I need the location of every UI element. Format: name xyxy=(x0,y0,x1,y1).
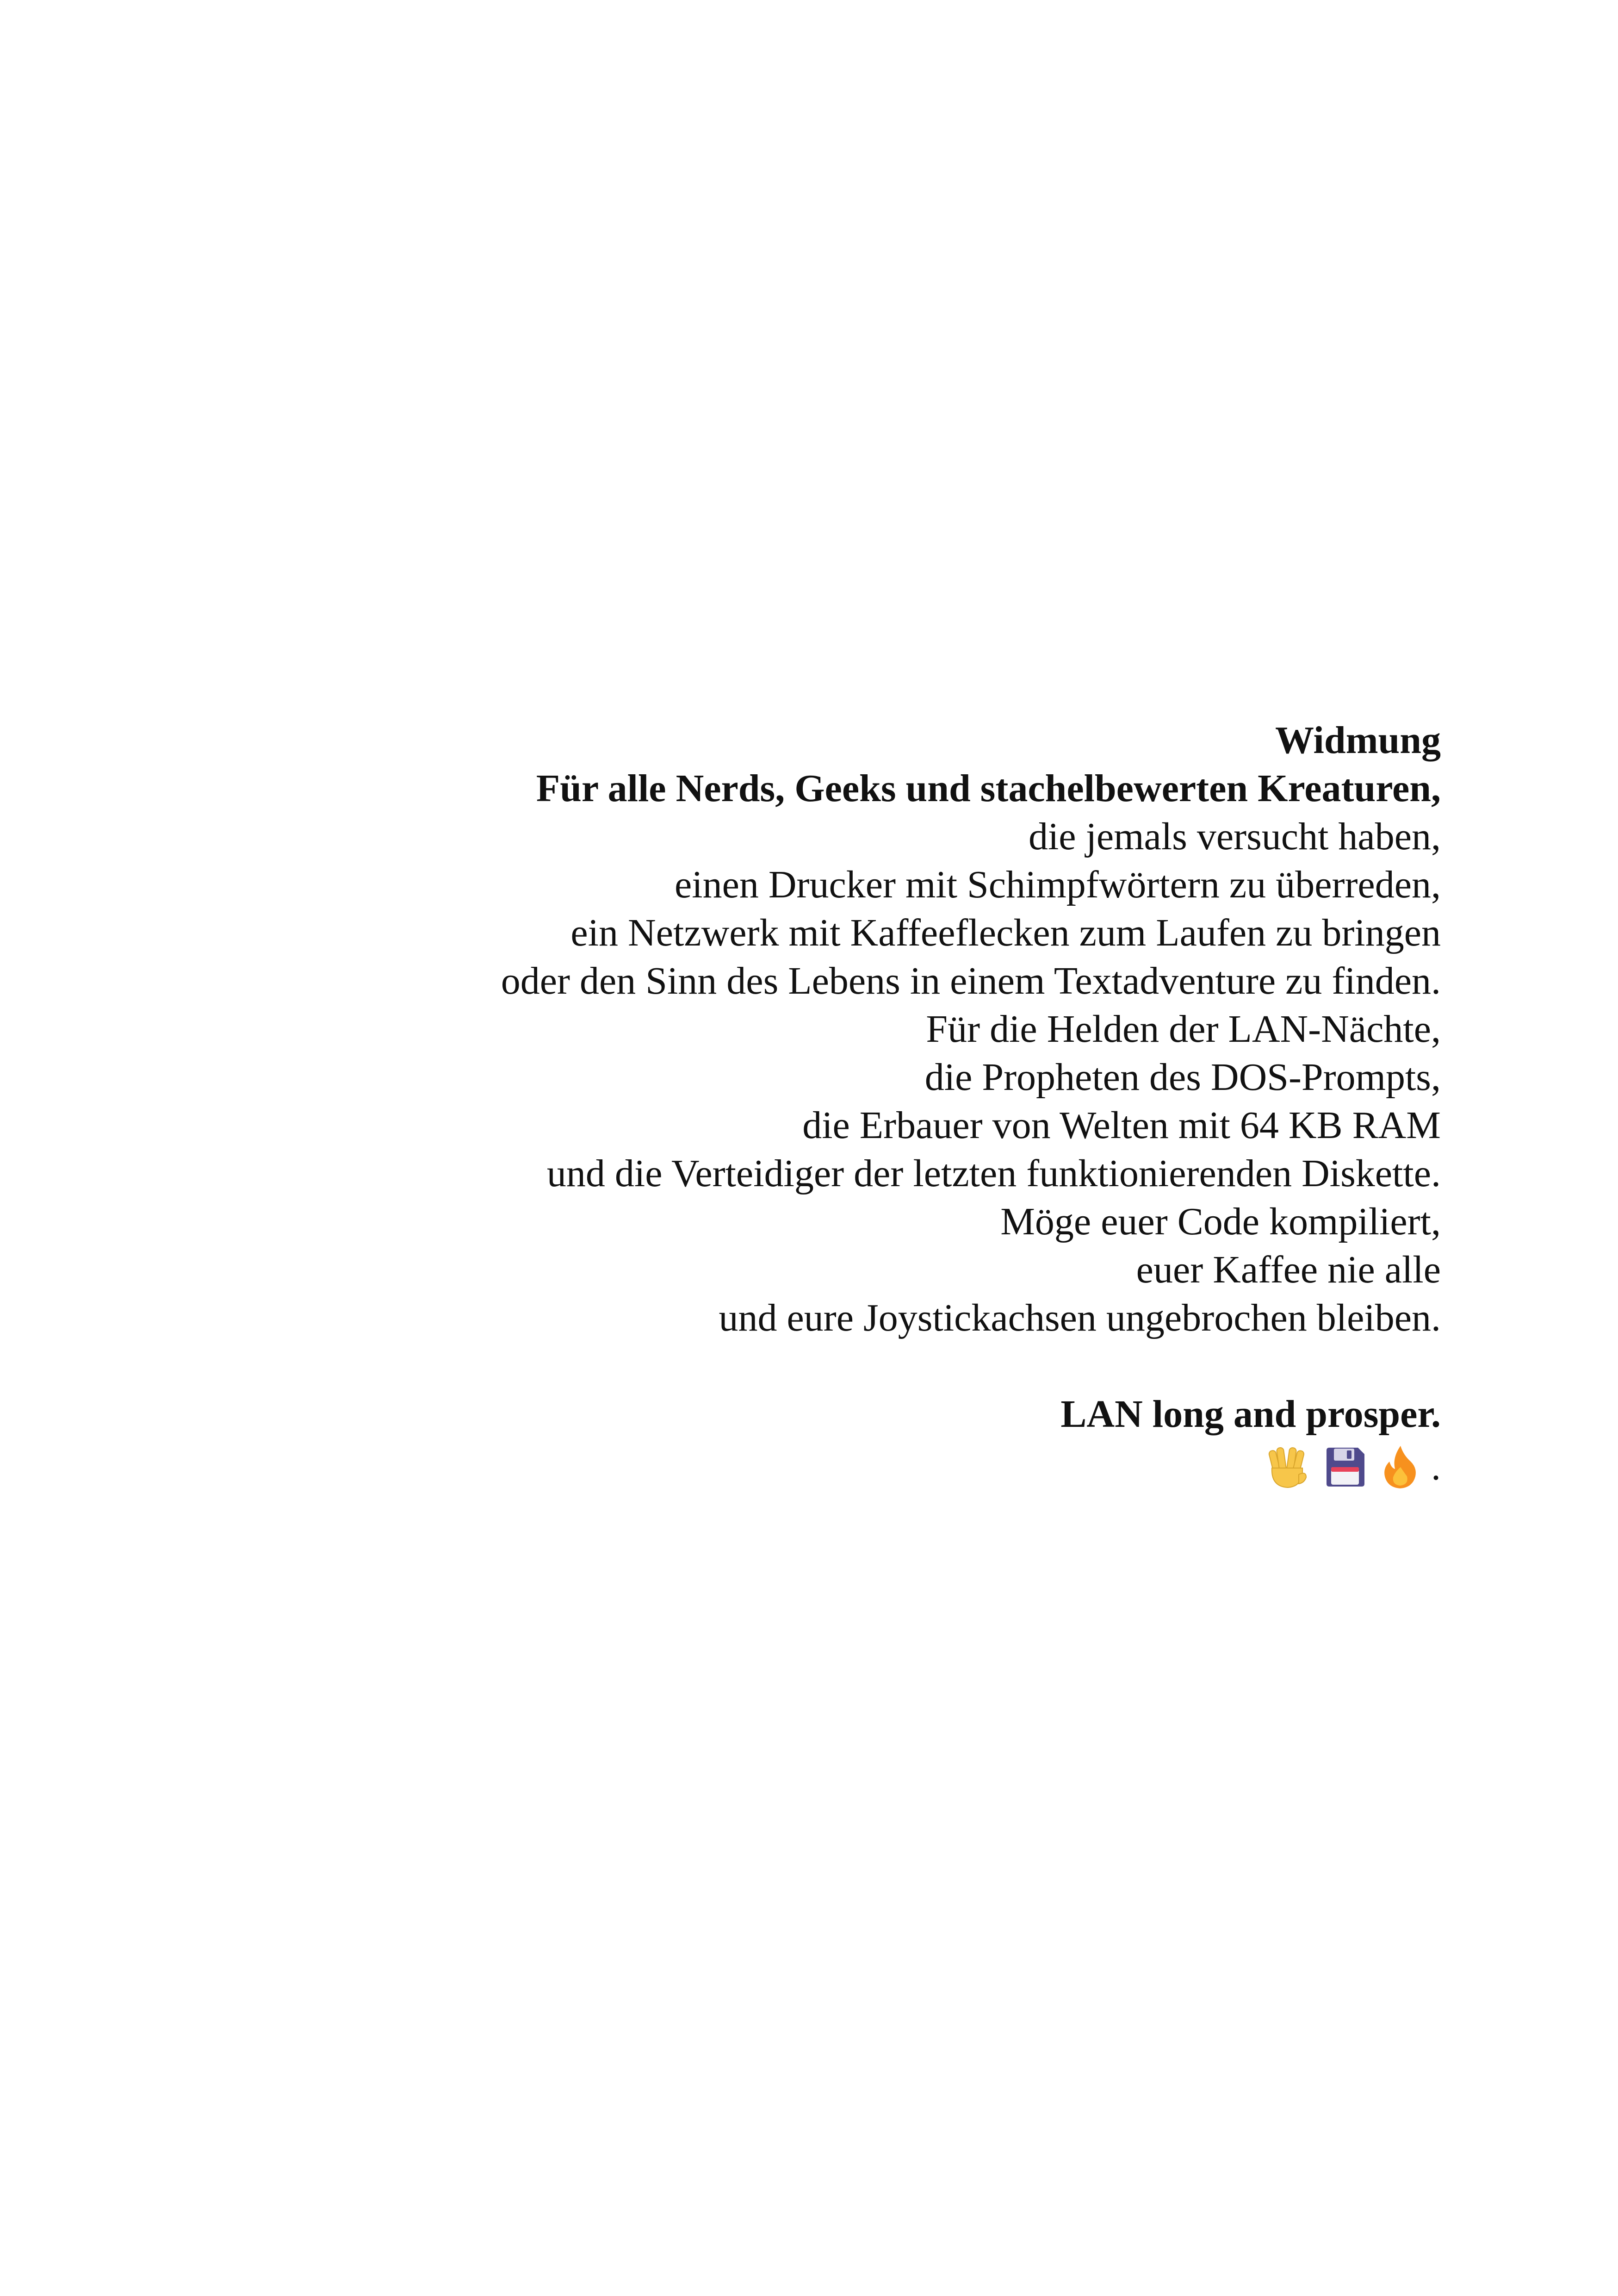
fire-icon xyxy=(1382,1444,1418,1490)
dedication-address: Für alle Nerds, Geeks und stachelbewerten Kreaturen, xyxy=(536,767,1441,810)
stanza-gap xyxy=(238,1342,1441,1390)
dedication-line: euer Kaffee nie alle xyxy=(1136,1248,1441,1291)
dedication-line: einen Drucker mit Schimpfwörtern zu überreden, xyxy=(674,863,1441,906)
dedication-line: und die Verteidiger der letzten funktionierenden Diskette. xyxy=(546,1152,1441,1195)
dedication-line: ein Netzwerk mit Kaffeeflecken zum Laufen zu bringen xyxy=(570,911,1441,954)
dedication-block xyxy=(238,716,1441,1493)
emoji-row xyxy=(238,1441,1441,1493)
dedication-line: Möge euer Code kompiliert, xyxy=(1000,1200,1441,1243)
vulcan-salute-icon xyxy=(1266,1444,1308,1490)
dedication-line: und eure Joystickachsen ungebrochen bleiben. xyxy=(719,1296,1441,1339)
dedication-line: oder den Sinn des Lebens in einem Textadventure zu finden. xyxy=(501,959,1441,1002)
floppy-disk-icon xyxy=(1324,1446,1366,1488)
dedication-heading: Widmung xyxy=(1275,719,1441,762)
final-punctuation: . xyxy=(1431,1445,1441,1488)
dedication-line: die jemals versucht haben, xyxy=(1028,815,1441,858)
dedication-line: die Erbauer von Welten mit 64 KB RAM xyxy=(802,1104,1441,1147)
dedication-line: die Propheten des DOS-Prompts, xyxy=(924,1056,1441,1099)
closing-line: LAN long and prosper. xyxy=(1060,1393,1441,1436)
dedication-line: Für die Helden der LAN-Nächte, xyxy=(926,1008,1441,1051)
